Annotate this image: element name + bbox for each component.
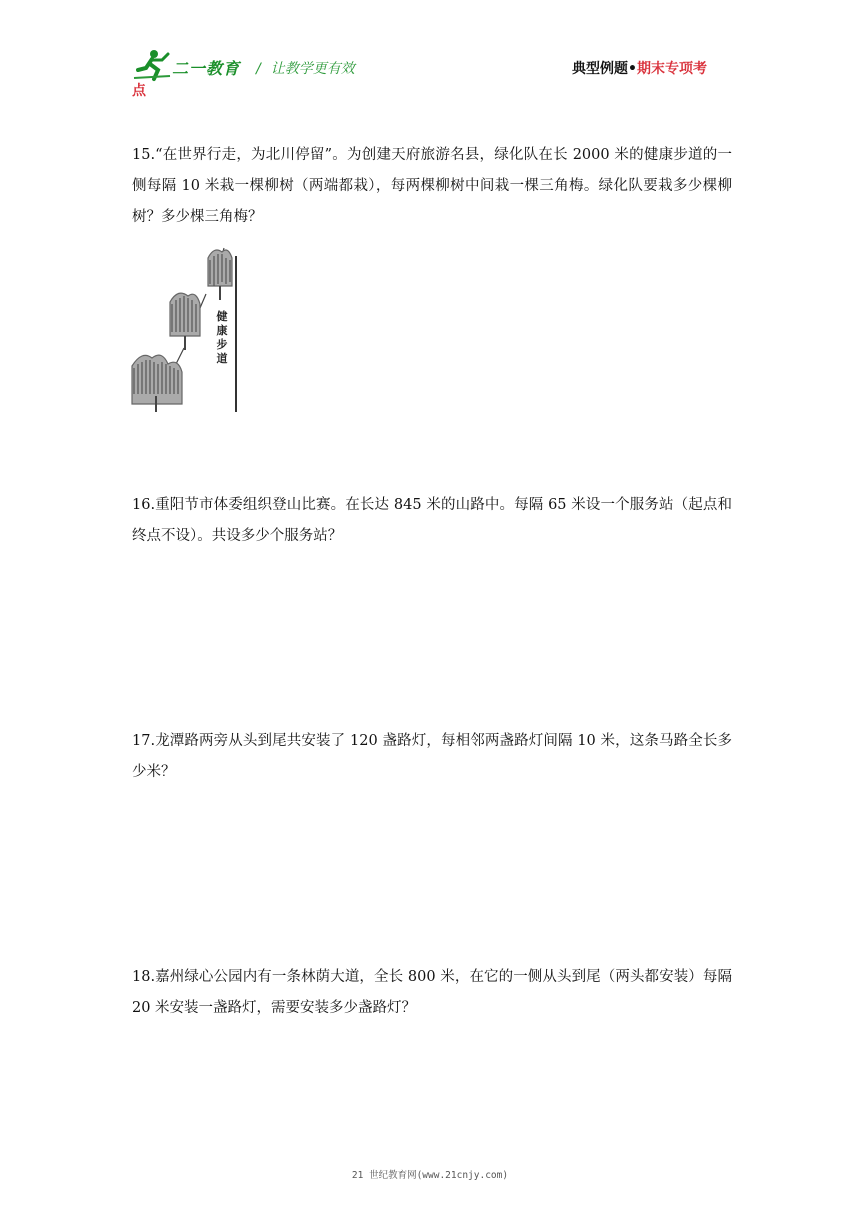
logo (132, 48, 244, 88)
runner-logo-icon (132, 48, 172, 82)
header-category-accent: 期末专项考 (636, 61, 707, 77)
slogan-text: 让教学更有效 (270, 61, 355, 77)
willow-trees-illustration (128, 236, 252, 416)
question-number: 17. (132, 733, 156, 749)
logo-text: 二一教育 (172, 59, 241, 78)
question-15 (132, 140, 732, 233)
question-number: 18. (132, 969, 156, 985)
header-category-dot: • (628, 61, 637, 77)
page-header (132, 44, 732, 100)
willow-trail-figure (128, 236, 252, 416)
question-18 (132, 962, 732, 1024)
slogan (256, 58, 355, 78)
question-number: 16. (132, 497, 156, 513)
question-number: 15. (132, 147, 156, 163)
question-16 (132, 490, 732, 552)
question-text: “在世界行走，为北川停留”。为创建天府旅游名县，绿化队在长 2000 米的健康步道的一侧每隔 10 米栽一棵柳树（两端都栽），每两棵柳树中间栽一棵三角梅。绿化队要栽多少棵柳树？多少棵三角梅？ (132, 147, 732, 225)
header-category-wrap: 点 (132, 83, 146, 99)
page-footer: 21 世纪教育网(www.21cnjy.com) (351, 1170, 509, 1181)
header-category-label: 典型例题 (572, 61, 628, 77)
header-category (572, 58, 707, 78)
slogan-separator: / (256, 61, 261, 77)
trail-label: 健康步道 (216, 310, 228, 365)
question-text: 嘉州绿心公园内有一条林荫大道，全长 800 米，在它的一侧从头到尾（两头都安装）每隔 20 米安装一盏路灯，需要安装多少盏路灯？ (132, 969, 732, 1016)
question-17 (132, 726, 732, 788)
question-text: 龙潭路两旁从头到尾共安装了 120 盏路灯，每相邻两盏路灯间隔 10 米，这条马路全长多少米？ (132, 733, 732, 780)
question-text: 重阳节市体委组织登山比赛。在长达 845 米的山路中。每隔 65 米设一个服务站（起点和终点不设）。共设多少个服务站？ (132, 497, 732, 544)
